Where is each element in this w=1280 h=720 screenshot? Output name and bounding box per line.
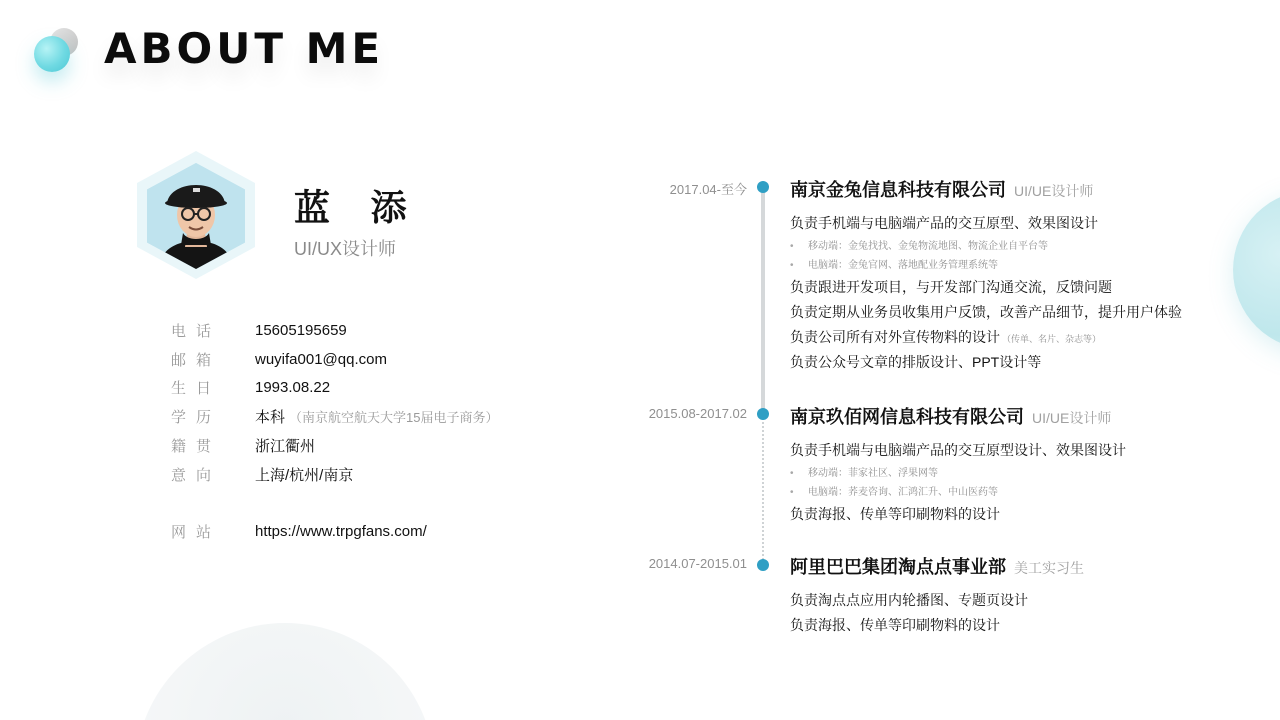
website-link[interactable]: https://www.trpgfans.com/ [255,522,427,540]
info-row-hometown [171,433,591,457]
job-date: 2015.08-2017.02 [648,406,747,421]
job-sub-item: • 电脑端：荞麦咨询、汇鸿汇升、中山医药等 [790,483,998,498]
birthday-value: 1993.08.22 [255,378,331,396]
info-row-preference [171,462,591,486]
timeline-line-dotted [762,414,764,564]
page-title: ABOUT ME [104,24,385,73]
job-company [790,403,1111,429]
job-duty: 负责海报、传单等印刷物料的设计 [790,506,1000,522]
job-duty: 负责海报、传单等印刷物料的设计 [790,617,1000,633]
timeline-dot-icon [757,559,769,571]
job-duty-text: 负责公司所有对外宣传物料的设计 [790,329,1000,345]
hometown-value: 浙江衢州 [255,437,316,455]
info-label: 邮箱 [171,351,222,369]
job-position: UI/UE设计师 [1032,410,1112,426]
job-duty [790,327,1101,347]
decorative-circle-right [1233,190,1280,350]
job-duty: 负责公众号文章的排版设计、PPT设计等 [790,354,1042,370]
job-date: 2014.07-2015.01 [648,556,747,571]
company-name: 南京金兔信息科技有限公司 [790,180,1006,200]
education-note: （南京航空航天大学15届电子商务） [289,409,499,425]
job-date: 2017.04-至今 [669,182,747,197]
info-label: 籍贯 [171,437,222,455]
info-label: 生日 [171,379,222,397]
job-duty-note: （传单、名片、杂志等） [1002,334,1102,344]
job-sub-item: • 移动端：菲家社区、浮果网等 [790,464,938,479]
job-position: UI/UE设计师 [1014,183,1094,199]
logo-cyan-bubble [34,36,70,72]
company-name: 阿里巴巴集团淘点点事业部 [790,557,1006,577]
job-position: 美工实习生 [1014,560,1084,576]
info-label: 意向 [171,466,222,484]
timeline-line [761,188,765,414]
info-label: 网站 [171,523,222,541]
info-row-email [171,347,591,371]
profile-role: UI/UX设计师 [294,239,397,259]
timeline-dot-icon [757,181,769,193]
job-duty: 负责定期从业务员收集用户反馈，改善产品细节，提升用户体验 [790,304,1182,320]
info-label: 学历 [171,408,222,426]
education-value: 本科 [255,408,286,426]
logo-bubbles [30,26,90,76]
info-label: 电话 [171,322,222,340]
info-row-website [171,519,591,543]
job-company [790,553,1084,579]
company-name: 南京玖佰网信息科技有限公司 [790,407,1024,427]
job-sub-item: • 电脑端：金兔官网、落地配业务管理系统等 [790,256,998,271]
info-row-birthday [171,375,591,399]
job-sub-item: • 移动端：金兔找找、金兔物流地图、物流企业自平台等 [790,237,1048,252]
job-duty: 负责手机端与电脑端产品的交互原型设计、效果图设计 [790,442,1126,458]
job-duty: 负责跟进开发项目，与开发部门沟通交流，反馈问题 [790,279,1112,295]
job-company [790,176,1093,202]
profile-name: 蓝 添 [294,188,421,229]
info-row-phone [171,318,591,342]
info-row-education [171,404,591,428]
job-duty: 负责淘点点应用内轮播图、专题页设计 [790,592,1028,608]
phone-value: 15605195659 [255,321,347,339]
email-link[interactable]: wuyifa001@qq.com [255,350,387,368]
decorative-circle-bottom [135,623,435,720]
job-duty: 负责手机端与电脑端产品的交互原型、效果图设计 [790,215,1098,231]
timeline-dot-icon [757,408,769,420]
preference-value: 上海/杭州/南京 [255,466,354,484]
